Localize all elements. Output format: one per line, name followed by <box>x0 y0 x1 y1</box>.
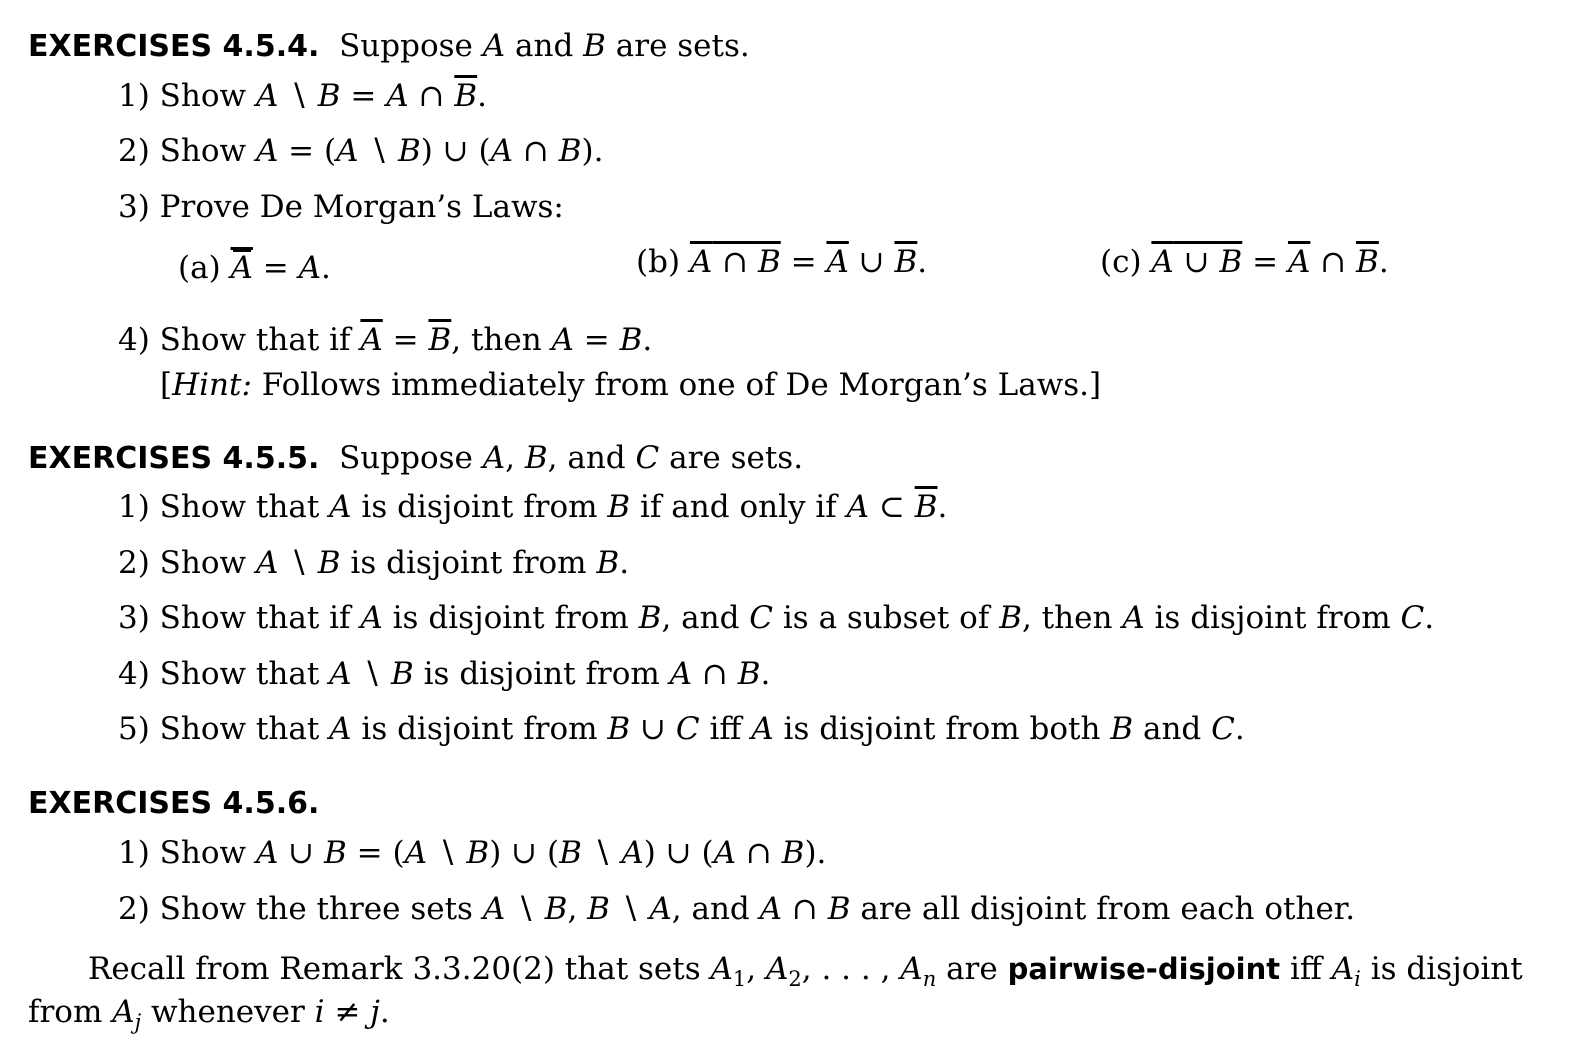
ex455-item-2: 2) Show A ∖ B is disjoint from B. <box>118 545 630 581</box>
ex455-item-1: 1) Show that A is disjoint from B if and only if A ⊂ $\overline{B}$. <box>118 489 948 525</box>
ex455-item-4: 4) Show that A ∖ B is disjoint from A ∩ B. <box>118 656 771 692</box>
ex455-item-5: 5) Show that A is disjoint from B ∪ C iff A is disjoint from both B and C. <box>118 711 1245 747</box>
recall-term: pairwise-disjoint <box>1007 952 1281 986</box>
ex454-item-3: 3) Prove De Morgan’s Laws: <box>118 189 564 225</box>
ex454-heading: EXERCISES 4.5.4. <box>28 29 320 64</box>
ex456-heading: EXERCISES 4.5.6. <box>28 786 320 821</box>
hint-label: Hint: <box>172 367 252 403</box>
ex454-item-1: 1) Show A ∖ B = A ∩ $\overline{B}$. <box>118 78 487 114</box>
ex454-item-2: 2) Show A = (A ∖ B) ∪ (A ∩ B). <box>118 133 604 169</box>
ex454-law-b: (b) A ∩ $B = \overline{A}$ ∪ $\overline{B}$. <box>636 244 928 280</box>
ex454-intro-display: Suppose A and B are sets. <box>329 28 750 64</box>
ex454-law-a: (a) $\overline{A}$ = A. <box>178 250 331 286</box>
ex455-item-3: 3) Show that if A is disjoint from B, and C is a subset of B, then A is disjoint from C. <box>118 600 1435 636</box>
ex456-item-2: 2) Show the three sets A ∖ B, B ∖ A, and A ∩ B are all disjoint from each other. <box>118 891 1356 927</box>
ex456-heading-line <box>28 783 319 824</box>
ex455-heading-line: EXERCISES 4.5.5. Suppose A, B, and C are sets. <box>28 440 804 476</box>
ex456-item-1: 1) Show A ∪ B = (A ∖ B) ∪ (B ∖ A) ∪ (A ∩ B). <box>118 835 827 871</box>
ex454-law-c: (c) A ∪ $B = \overline{A}$ ∩ $\overline{B}$. <box>1100 244 1389 280</box>
hint-text: Follows immediately from one of De Morgan’s Laws. <box>261 367 1090 403</box>
ex454-item-4: 4) Show that if $\overline{A} = \overline{B}$, then A = B. <box>118 322 653 358</box>
ex454-heading-line <box>28 26 750 67</box>
recall-line-1: Recall from Remark 3.3.20(2) that sets $A_1$, $A_2$, . . . , $A_n$ are pairwise-disjoint iff $A_i$ is disjoint <box>88 951 1523 991</box>
ex455-heading: EXERCISES 4.5.5. <box>28 441 320 476</box>
recall-line-2: from $A_j$ whenever i ≠ j. <box>28 994 390 1034</box>
ex454-hint: [Hint: Follows immediately from one of De Morgan’s Laws.] <box>160 367 1102 403</box>
